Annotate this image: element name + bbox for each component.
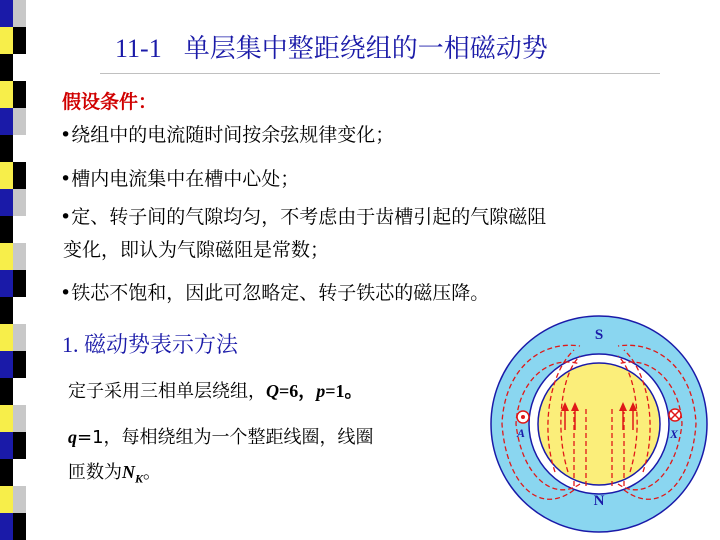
strip-block [0,81,13,108]
strip-block [13,54,26,81]
slide-title [115,28,705,65]
strip-block [13,513,26,540]
strip-block [13,216,26,243]
strip-block [0,432,13,459]
strip-block [13,243,26,270]
strip-block [0,378,13,405]
line1-prefix: 定子采用三相单层绕组， [68,381,266,402]
line3-suffix: 。 [143,462,162,483]
strip-block [0,216,13,243]
strip-block [13,81,26,108]
strip-block [0,243,13,270]
strip-block [13,0,26,27]
strip-block [0,405,13,432]
strip-block [13,297,26,324]
line3-prefix: 匝数为 [68,462,122,483]
strip-block [13,459,26,486]
strip-block [0,513,13,540]
strip-block [13,27,26,54]
strip-block [13,135,26,162]
strip-block [0,162,13,189]
var-n: N [122,462,135,482]
winding-description-line-1 [68,377,363,403]
bullet-item: •绕组中的电流随时间按余弦规律变化； [60,124,395,146]
rotor [538,363,660,485]
strip-block [0,459,13,486]
strip-block [0,270,13,297]
title-text: 单层集中整距绕组的一相磁动势 [183,34,548,63]
strip-block [13,189,26,216]
strip-block [0,135,13,162]
strip-block [13,378,26,405]
title-number: 11-1 [115,34,162,63]
machine-cross-section-diagram [488,312,710,537]
strip-block [0,27,13,54]
decorative-side-strip [0,0,26,540]
winding-description-line-2 [68,423,374,449]
strip-block [0,297,13,324]
section-subheading: 1. 磁动势表示方法 [62,332,239,357]
strip-block [0,0,13,27]
title-divider [100,73,660,74]
strip-block [13,270,26,297]
var-p: p [316,381,326,401]
strip-block [0,486,13,513]
strip-block [0,189,13,216]
strip-block [0,108,13,135]
strip-block [13,486,26,513]
var-n-subscript: K [135,471,144,486]
p-value: =1。 [325,381,363,401]
strip-block [13,405,26,432]
strip-block [0,324,13,351]
line2-text: =1，每相绕组为一个整距线圈，线圈 [77,427,374,448]
strip-block [13,324,26,351]
strip-block [13,108,26,135]
north-pole-label: N [593,493,605,509]
coil-side-a-label: A [516,426,526,440]
strip-block [0,54,13,81]
current-dot-icon [521,415,525,419]
bullet-item: •槽内电流集中在槽中心处； [60,168,300,190]
strip-block [13,162,26,189]
winding-description-line-3 [68,458,161,487]
strip-block [0,351,13,378]
strip-block [13,351,26,378]
var-q-lower: q [68,427,77,447]
q-value: =6， [279,381,317,401]
strip-block [13,432,26,459]
bullet-item-continuation: 变化，即认为气隙磁阻是常数； [63,239,330,261]
south-pole-label: S [594,327,604,343]
var-q-upper: Q [266,381,279,401]
coil-side-x-label: X [669,427,679,441]
bullet-item: •铁芯不饱和，因此可忽略定、转子铁芯的磁压降。 [60,282,490,304]
bullet-item: •定、转子间的气隙均匀，不考虑由于齿槽引起的气隙磁阻 [60,206,547,228]
assumptions-heading: 假设条件： [62,91,158,113]
